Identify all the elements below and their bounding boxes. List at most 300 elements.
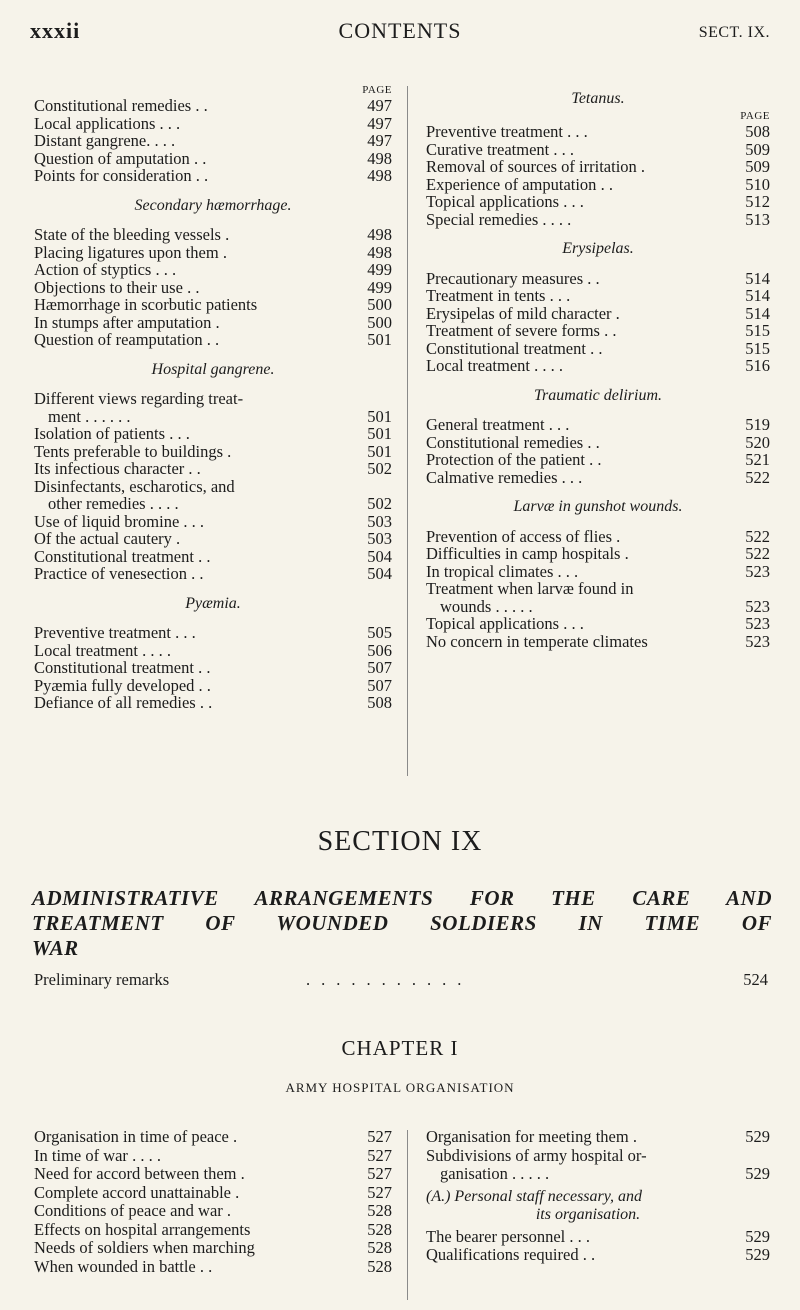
toc-entry	[34, 642, 392, 660]
toc-entry	[426, 545, 770, 563]
toc-entry-page: 524	[743, 970, 768, 989]
toc-entry-text: The bearer personnel	[426, 1226, 566, 1246]
toc-entry-text: Topical applications	[426, 192, 560, 211]
toc-entry-page: 508	[367, 693, 392, 712]
chapter-subtitle: ARMY HOSPITAL ORGANISATION	[285, 1080, 515, 1095]
toc-entry-text-wrap	[34, 390, 392, 425]
toc-entry-page: 498	[367, 166, 392, 185]
toc-entry	[34, 694, 392, 712]
toc-entry	[34, 390, 392, 425]
toc-entry-text: Constitutional treatment	[34, 546, 194, 566]
toc-entry-leader: . . . .	[138, 640, 171, 660]
toc-entry-leader: . .	[585, 450, 602, 469]
toc-entry-page: 507	[367, 658, 392, 677]
toc-entry-text-wrap	[426, 176, 770, 194]
toc-entry-text: Points for consideration	[34, 166, 192, 185]
toc-entry-text: Calmative remedies	[426, 467, 558, 487]
toc-entry-leader: . . .	[565, 1226, 591, 1246]
toc-entry	[34, 132, 392, 150]
toc-entry-leader: . .	[596, 174, 613, 194]
toc-entry	[34, 226, 392, 244]
toc-entry-leader: . .	[193, 658, 211, 677]
toc-entry-leader: . . .	[549, 139, 574, 159]
toc-entry-text-wrap	[426, 451, 770, 469]
toc-entry-leader: .	[220, 225, 230, 244]
toc-entry-text: Placing ligatures upon them	[34, 242, 219, 262]
toc-entry	[34, 530, 392, 548]
chapter-subheading-line: its organisation.	[535, 1205, 641, 1223]
toc-entry-text: Distant gangrene.	[34, 131, 151, 150]
toc-entry-page: 523	[745, 596, 770, 616]
toc-entry-text: Tents preferable to buildings	[34, 441, 224, 461]
toc-entry-text: Preventive treatment	[426, 122, 563, 141]
toc-entry-text: Prevention of access of flies	[426, 526, 613, 546]
page-column-label: PAGE	[740, 110, 770, 122]
toc-entry-leader: . .	[193, 546, 211, 566]
toc-entry-leader: ...........	[306, 970, 473, 989]
toc-entry-page: 502	[367, 459, 392, 478]
chapter-subheading	[426, 1188, 770, 1224]
toc-entry-text-wrap	[426, 469, 770, 487]
toc-entry	[426, 340, 770, 358]
toc-entry-text: Local treatment	[34, 640, 138, 660]
toc-entry-text: Needs of soldiers when marching	[34, 1238, 255, 1257]
toc-entry	[34, 478, 392, 513]
toc-entry-leader: .	[231, 1182, 240, 1202]
toc-entry-text: Topical applications	[426, 614, 560, 633]
toc-entry-text: Constitutional remedies	[426, 432, 584, 452]
toc-entry-text: Local applications	[34, 113, 156, 133]
toc-entry-page: 528	[367, 1201, 392, 1220]
toc-entry-page: 514	[745, 268, 770, 288]
toc-entry-leader: . . . . . .	[81, 406, 131, 426]
toc-entry-page: 498	[367, 242, 392, 262]
toc-entry-page: 501	[367, 330, 392, 349]
toc-entry	[34, 261, 392, 279]
toc-entry-page: 500	[367, 295, 392, 314]
toc-entry-page: 513	[745, 209, 770, 229]
toc-entry-page: 527	[367, 1182, 392, 1202]
toc-entry	[426, 563, 770, 581]
toc-entry	[34, 1147, 392, 1166]
toc-entry	[34, 167, 392, 185]
section-heading-line: WAR	[32, 936, 79, 960]
toc-entry	[426, 1246, 770, 1265]
toc-entry-text-wrap	[426, 340, 770, 358]
toc-entry-text: Organisation in time of peace	[34, 1127, 229, 1146]
column-divider-lower	[407, 1130, 408, 1300]
toc-entry-text: Complete accord unattainable	[34, 1182, 232, 1202]
toc-entry	[426, 141, 770, 159]
toc-entry-text: Defiance of all remedies	[34, 693, 196, 712]
toc-entry-page: 504	[367, 546, 392, 566]
toc-entry	[34, 115, 392, 133]
toc-entry-text: In stumps after amputation	[34, 312, 212, 332]
toc-entry-text-wrap	[34, 513, 392, 531]
toc-entry-text: Of the actual cautery	[34, 529, 172, 548]
toc-entry-text-wrap	[426, 357, 770, 375]
toc-entry	[426, 1128, 770, 1147]
toc-entry-leader: . .	[195, 1256, 213, 1276]
toc-entry-page: 522	[745, 544, 770, 563]
toc-entry	[426, 211, 770, 229]
toc-entry-text-wrap	[426, 322, 770, 340]
toc-entry-leader: . . .	[545, 286, 571, 305]
toc-entry	[34, 548, 392, 566]
toc-entry-page: 529	[745, 1226, 770, 1246]
toc-entry	[426, 1228, 770, 1247]
toc-entry-text-continued: ment	[48, 406, 81, 426]
toc-entry-text: Treatment in tents	[426, 286, 546, 305]
toc-entry-text-wrap	[34, 1147, 392, 1166]
toc-entry-text-wrap	[34, 150, 392, 168]
toc-right-column	[426, 84, 770, 650]
toc-entry	[34, 513, 392, 531]
toc-entry-page: 529	[745, 1245, 770, 1264]
toc-entry-page: 523	[745, 561, 770, 581]
toc-entry-text-wrap	[34, 1221, 392, 1240]
toc-entry	[34, 1128, 392, 1147]
toc-entry-text-continued: wounds	[440, 596, 492, 616]
toc-entry-text: Experience of amputation	[426, 174, 597, 194]
running-section: SECT. IX.	[698, 24, 770, 41]
toc-entry	[34, 279, 392, 297]
toc-entry	[34, 296, 392, 314]
toc-entry-leader: .	[171, 529, 181, 548]
toc-left-column	[34, 84, 392, 712]
toc-entry-text-wrap	[34, 97, 392, 115]
toc-entry-leader: . . . .	[530, 356, 563, 375]
toc-entry-text-wrap	[34, 167, 392, 185]
toc-entry-text: Local treatment	[426, 356, 530, 375]
toc-group-heading: Larvæ in gunshot wounds.	[513, 498, 683, 515]
toc-entry	[426, 158, 770, 176]
toc-entry-leader: . . .	[179, 511, 205, 531]
toc-entry-leader: .	[620, 544, 629, 563]
toc-entry-page: 528	[367, 1256, 392, 1276]
toc-entry-leader: . . . .	[538, 209, 572, 229]
toc-entry	[426, 357, 770, 375]
column-divider	[407, 86, 408, 776]
toc-entry-page: 515	[745, 338, 770, 358]
toc-entry-leader: . . .	[150, 131, 176, 150]
toc-entry-text-wrap	[426, 633, 770, 651]
toc-entry	[34, 1221, 392, 1240]
toc-entry	[426, 123, 770, 141]
toc-entry-text-wrap	[426, 416, 770, 434]
toc-entry-text: Difficulties in camp hospitals	[426, 544, 621, 563]
toc-entry	[34, 425, 392, 443]
toc-entry-page: 528	[367, 1238, 392, 1257]
toc-entry-leader: .	[628, 1127, 637, 1146]
toc-entry-leader: . . .	[563, 122, 588, 141]
toc-entry-text-continued: ganisation	[440, 1164, 508, 1183]
toc-entry	[34, 1165, 392, 1184]
toc-entry-page: 512	[745, 192, 770, 211]
toc-entry-continuation	[34, 495, 354, 513]
toc-entry-page: 522	[745, 467, 770, 487]
toc-entry-text-wrap	[426, 305, 770, 323]
toc-entry-text-wrap	[34, 642, 392, 660]
toc-entry-text-wrap	[34, 677, 392, 695]
toc-entry-page: 503	[367, 529, 392, 548]
toc-entry-leader: . . .	[559, 192, 584, 211]
toc-entry-leader: . . .	[155, 113, 181, 133]
toc-entry	[426, 633, 770, 651]
toc-entry-text: Special remedies	[426, 209, 539, 229]
toc-entry-page: 499	[367, 277, 392, 297]
toc-entry-text-wrap	[34, 1202, 392, 1221]
toc-entry-leader: . .	[189, 148, 207, 168]
toc-entry-page: 529	[745, 1164, 770, 1183]
toc-entry-text: Conditions of peace and war	[34, 1201, 223, 1220]
toc-entry-leader: . . .	[544, 415, 570, 434]
toc-entry	[34, 1258, 392, 1277]
toc-entry-text-wrap	[426, 287, 770, 305]
toc-entry	[34, 97, 392, 115]
toc-entry-page: 501	[367, 441, 392, 461]
toc-entry-text: Treatment of severe forms	[426, 321, 600, 340]
toc-entry-leader: . . .	[557, 467, 583, 487]
toc-entry-text-wrap	[426, 545, 770, 563]
toc-entry-page: 500	[367, 312, 392, 332]
toc-entry-text-wrap	[34, 443, 392, 461]
page-column-label: PAGE	[362, 84, 392, 96]
toc-group-heading: Erysipelas.	[562, 240, 634, 257]
toc-entry-continuation	[426, 1165, 732, 1184]
toc-entry-text: Removal of sources of irritation	[426, 157, 637, 176]
toc-entry	[34, 1184, 392, 1203]
toc-entry-leader: . .	[583, 432, 600, 452]
toc-entry-leader: . . . . .	[507, 1164, 550, 1183]
running-title: CONTENTS	[338, 18, 462, 43]
toc-entry-text-wrap	[34, 279, 392, 297]
toc-entry-page: 501	[367, 406, 392, 426]
toc-entry	[34, 677, 392, 695]
toc-entry-text-wrap	[34, 261, 392, 279]
toc-entry-text: Curative treatment	[426, 139, 550, 159]
toc-entry	[34, 565, 392, 583]
toc-entry-leader: .	[636, 157, 646, 176]
toc-entry-text-wrap	[34, 530, 392, 548]
toc-entry-page: 520	[745, 432, 770, 452]
toc-entry	[426, 416, 770, 434]
chapter-subheading-line: (A.) Personal staff necessary, and	[426, 1187, 642, 1205]
toc-entry-text-wrap	[34, 624, 392, 642]
toc-entry-text-wrap	[34, 425, 392, 443]
toc-entry-text-wrap	[426, 158, 770, 176]
toc-entry-text-wrap	[34, 1239, 392, 1258]
toc-entry-text-wrap	[426, 211, 770, 229]
toc-entry-text-wrap	[34, 1128, 392, 1147]
toc-entry-leader: . .	[184, 459, 201, 478]
toc-entry	[34, 331, 392, 349]
toc-entry-text-wrap	[426, 1228, 770, 1247]
toc-entry-text: In tropical climates	[426, 561, 554, 581]
toc-entry-text: No concern in temperate climates	[426, 631, 648, 651]
toc-entry	[34, 659, 392, 677]
toc-group-heading: Secondary hæmorrhage.	[134, 196, 292, 214]
toc-entry-text: Action of styptics	[34, 260, 152, 279]
toc-entry-page: 499	[367, 260, 392, 279]
toc-entry-text: When wounded in battle	[34, 1256, 196, 1276]
toc-entry-page: 515	[745, 321, 770, 340]
toc-entry-text: Constitutional treatment	[34, 658, 194, 677]
toc-entry	[426, 193, 770, 211]
toc-entry-text-wrap	[34, 1184, 392, 1203]
toc-entry-page: 527	[367, 1164, 392, 1183]
toc-entry	[426, 451, 770, 469]
page-number: xxxii	[30, 18, 81, 43]
toc-entry-leader: . . .	[171, 623, 196, 642]
toc-entry-leader: . . .	[165, 424, 190, 443]
toc-entry-text-wrap	[34, 314, 392, 332]
toc-entry-text: Disinfectants, escharotics, and	[34, 476, 235, 496]
toc-entry-text: State of the bleeding vessels	[34, 225, 221, 244]
toc-entry-text: Preventive treatment	[34, 623, 171, 642]
toc-entry-text: Different views regarding treat-	[34, 389, 244, 408]
toc-entry-page: 504	[367, 564, 392, 583]
toc-entry-page: 523	[745, 614, 770, 633]
toc-entry	[426, 1147, 770, 1184]
toc-entry-text-wrap	[426, 1128, 770, 1147]
toc-entry-text-wrap	[34, 115, 392, 133]
toc-entry-text: Organisation for meeting them	[426, 1127, 629, 1146]
toc-entry	[34, 150, 392, 168]
toc-entry-leader: .	[612, 526, 621, 546]
toc-entry-leader: . .	[187, 564, 204, 583]
toc-entry-leader: . .	[191, 96, 208, 115]
toc-entry-page: 527	[367, 1127, 392, 1146]
toc-entry-leader: . . . .	[145, 494, 179, 513]
toc-entry-leader: . . . . .	[491, 596, 533, 616]
toc-entry-leader: . .	[202, 330, 220, 349]
toc-group-heading: Tetanus.	[571, 90, 625, 107]
toc-entry-text: Constitutional remedies	[34, 96, 192, 115]
toc-entry-leader: . . .	[553, 561, 579, 581]
toc-entry-leader: .	[218, 242, 227, 262]
toc-entry-text: General treatment	[426, 415, 545, 434]
toc-entry-text: In time of war	[34, 1145, 128, 1165]
toc-entry-text-wrap	[34, 565, 392, 583]
running-head	[30, 18, 770, 58]
toc-entry-text: Question of amputation	[34, 148, 190, 168]
toc-entry-page: 523	[745, 631, 770, 651]
toc-entry-leader: . .	[585, 338, 603, 358]
toc-entry-leader: .	[228, 1127, 238, 1146]
toc-entry-text-wrap	[426, 615, 770, 633]
section-heading-line: ADMINISTRATIVE ARRANGEMENTS FOR THE CARE AND	[32, 886, 772, 910]
toc-entry-leader: . .	[578, 1245, 596, 1264]
toc-entry-text-wrap	[34, 1258, 392, 1277]
toc-entry	[426, 469, 770, 487]
toc-entry-text-wrap	[426, 193, 770, 211]
toc-entry	[34, 624, 392, 642]
section-heading-line: TREATMENT OF WOUNDED SOLDIERS IN TIME OF	[32, 911, 772, 935]
toc-entry-text: Question of reamputation	[34, 330, 203, 349]
toc-entry-text: Qualifications required	[426, 1245, 579, 1264]
toc-entry-page: 501	[367, 424, 392, 443]
toc-entry-text-wrap	[426, 1147, 770, 1184]
toc-entry	[34, 460, 392, 478]
toc-entry-text-wrap	[426, 434, 770, 452]
toc-entry-leader: .	[236, 1164, 245, 1183]
toc-entry	[426, 176, 770, 194]
toc-entry-page: 497	[367, 113, 392, 133]
toc-entry	[426, 528, 770, 546]
toc-entry-text-wrap	[34, 226, 392, 244]
toc-entry-page: 497	[367, 96, 392, 115]
toc-entry-text-wrap	[34, 1165, 392, 1184]
toc-entry-page: 509	[745, 139, 770, 159]
toc-entry-page: 506	[367, 640, 392, 660]
toc-entry-text-wrap	[34, 548, 392, 566]
toc-entry-text: Protection of the patient	[426, 450, 585, 469]
toc-entry-text: Preliminary remarks	[34, 970, 170, 989]
toc-entry-text: Erysipelas of mild character	[426, 303, 612, 323]
toc-entry-leader: . .	[191, 166, 209, 185]
toc-entry-leader: . .	[583, 268, 600, 288]
toc-entry-page: 509	[745, 157, 770, 176]
toc-entry-text: Hæmorrhage in scorbutic patients	[34, 295, 258, 314]
toc-entry-page: 521	[745, 450, 770, 469]
toc-entry-continuation	[34, 408, 354, 426]
toc-entry-text-wrap	[34, 460, 392, 478]
toc-entry-page: 505	[367, 623, 392, 642]
toc-entry-text-wrap	[426, 580, 770, 615]
toc-entry-leader: . . .	[151, 260, 177, 279]
toc-entry-text: Precautionary measures	[426, 268, 584, 288]
toc-entry-page: 516	[745, 356, 770, 375]
section-heading	[32, 886, 772, 961]
toc-entry-page: 514	[745, 286, 770, 305]
toc-entry-text-wrap	[34, 296, 392, 314]
toc-entry-leader: . .	[182, 277, 200, 297]
toc-entry	[426, 270, 770, 288]
toc-entry-text: Need for accord between them	[34, 1164, 237, 1183]
toc-entry-text: Constitutional treatment	[426, 338, 586, 358]
toc-group-heading: Hospital gangrene.	[151, 360, 275, 378]
toc-entry-leader: . . . .	[127, 1145, 161, 1165]
chapter-right-column	[426, 1128, 770, 1265]
toc-entry-text: Its infectious character	[34, 459, 185, 478]
toc-entry-text-wrap	[34, 694, 392, 712]
toc-entry	[426, 322, 770, 340]
toc-entry-leader: . . .	[559, 614, 584, 633]
toc-entry	[34, 443, 392, 461]
toc-entry-text-wrap	[426, 528, 770, 546]
toc-entry-page: 497	[367, 131, 392, 150]
toc-entry-text-wrap	[426, 141, 770, 159]
toc-entry-text: Treatment when larvæ found in	[426, 579, 634, 598]
toc-entry-text-wrap	[34, 244, 392, 262]
toc-entry-continuation	[426, 598, 732, 616]
toc-entry	[426, 287, 770, 305]
toc-entry-leader: .	[211, 312, 220, 332]
toc-entry-text: Subdivisions of army hospital or-	[426, 1145, 647, 1165]
section-title: SECTION IX	[317, 826, 483, 857]
toc-entry-leader: .	[611, 303, 620, 323]
toc-entry-page: 507	[367, 675, 392, 695]
toc-entry-text-wrap	[34, 478, 392, 513]
toc-group-heading: Pyæmia.	[185, 594, 241, 612]
toc-entry	[426, 615, 770, 633]
toc-entry	[34, 244, 392, 262]
toc-entry-page: 498	[367, 225, 392, 244]
toc-entry-leader: . .	[599, 321, 617, 340]
toc-entry-page: 503	[367, 511, 392, 531]
toc-entry	[34, 1239, 392, 1258]
